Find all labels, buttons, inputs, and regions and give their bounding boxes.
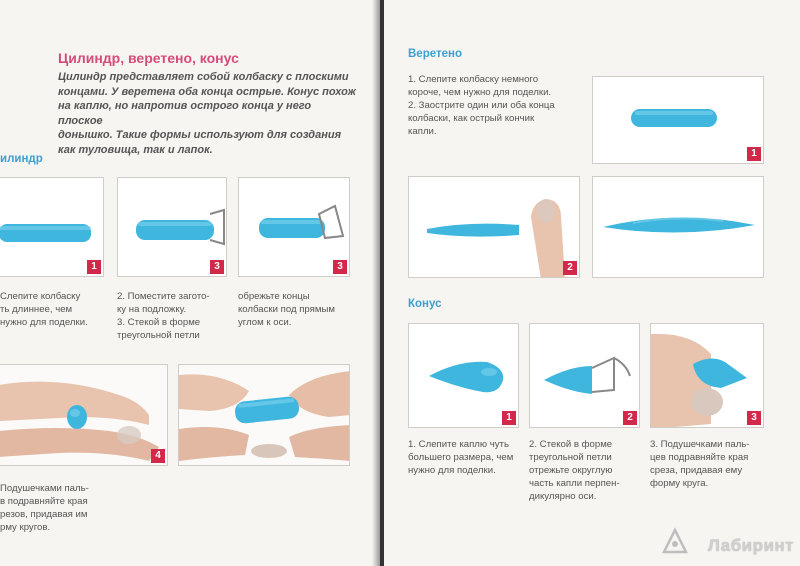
finger-pointing-spindle-image bbox=[409, 177, 580, 278]
intro-text: Цилиндр представляет собой колбаску с плоскими концами. У веретена оба конца острые. Конус похож на каплю, но напротив острого конца у него плоское донышко. Такие формы используют для создания как туловища, так и лапок. bbox=[58, 71, 356, 156]
caption-cylinder-4: Подушечками паль- в подравняйте края резов, придавая им рму кругов. bbox=[0, 483, 89, 533]
photo-cylinder-step1 bbox=[0, 177, 104, 277]
step-badge: 2 bbox=[563, 261, 577, 275]
photo-cylinder-step3b bbox=[238, 177, 350, 277]
step-badge: 4 bbox=[151, 449, 165, 463]
photo-cylinder-result bbox=[178, 364, 350, 466]
caption-cone-1: 1. Слепите каплю чуть большего размера, чем нужно для поделки. bbox=[408, 439, 514, 476]
labyrinth-logo-icon bbox=[660, 526, 690, 556]
photo-spindle-step1 bbox=[592, 76, 764, 164]
section-cone-heading: Конус bbox=[408, 298, 442, 310]
step-badge: 1 bbox=[502, 411, 516, 425]
step-badge: 1 bbox=[747, 147, 761, 161]
fingers-holding-clay-image bbox=[0, 365, 168, 466]
caption-cylinder-3: обрежьте концы колбаски под прямым углом к оси. bbox=[238, 291, 335, 328]
left-page bbox=[0, 0, 380, 566]
step-badge: 1 bbox=[87, 260, 101, 274]
step-badge: 3 bbox=[333, 260, 347, 274]
photo-cone-step1 bbox=[408, 323, 519, 428]
caption-cylinder-1: Слепите колбаску ть длиннее, чем нужно для поделки. bbox=[0, 291, 88, 328]
photo-cone-step3 bbox=[650, 323, 764, 428]
watermark: Лабиринт bbox=[707, 536, 794, 555]
fingers-holding-cylinder-image bbox=[179, 365, 350, 466]
caption-cone-2: 2. Стекой в форме треугольной петли отрежьте округлую часть капли перпен- дикулярно оси. bbox=[529, 439, 620, 502]
section-cylinder-heading: илиндр bbox=[0, 153, 43, 165]
photo-spindle-step2 bbox=[408, 176, 580, 278]
right-page bbox=[384, 0, 800, 566]
photo-spindle-result bbox=[592, 176, 764, 278]
photo-cone-step2 bbox=[529, 323, 640, 428]
caption-spindle: 1. Слепите колбаску немного короче, чем нужно для поделки. 2. Заострите один или оба конца колбаски, как острый кончик капли. bbox=[408, 74, 555, 137]
page-title: Цилиндр, веретено, конус bbox=[58, 50, 239, 66]
step-badge: 3 bbox=[747, 411, 761, 425]
step-badge: 3 bbox=[210, 260, 224, 274]
photo-cylinder-step3a bbox=[117, 177, 227, 277]
clay-spindle-image bbox=[593, 177, 764, 278]
photo-cylinder-step4 bbox=[0, 364, 168, 466]
clay-sausage-image bbox=[593, 77, 764, 164]
caption-cylinder-2: 2. Поместите загото- ку на подложку. 3. Стекой в форме треугольной петли bbox=[117, 291, 210, 341]
section-spindle-heading: Веретено bbox=[408, 48, 462, 60]
step-badge: 2 bbox=[623, 411, 637, 425]
caption-cone-3: 3. Подушечками паль- цев подравняйте края среза, придавая ему форму круга. bbox=[650, 439, 750, 489]
